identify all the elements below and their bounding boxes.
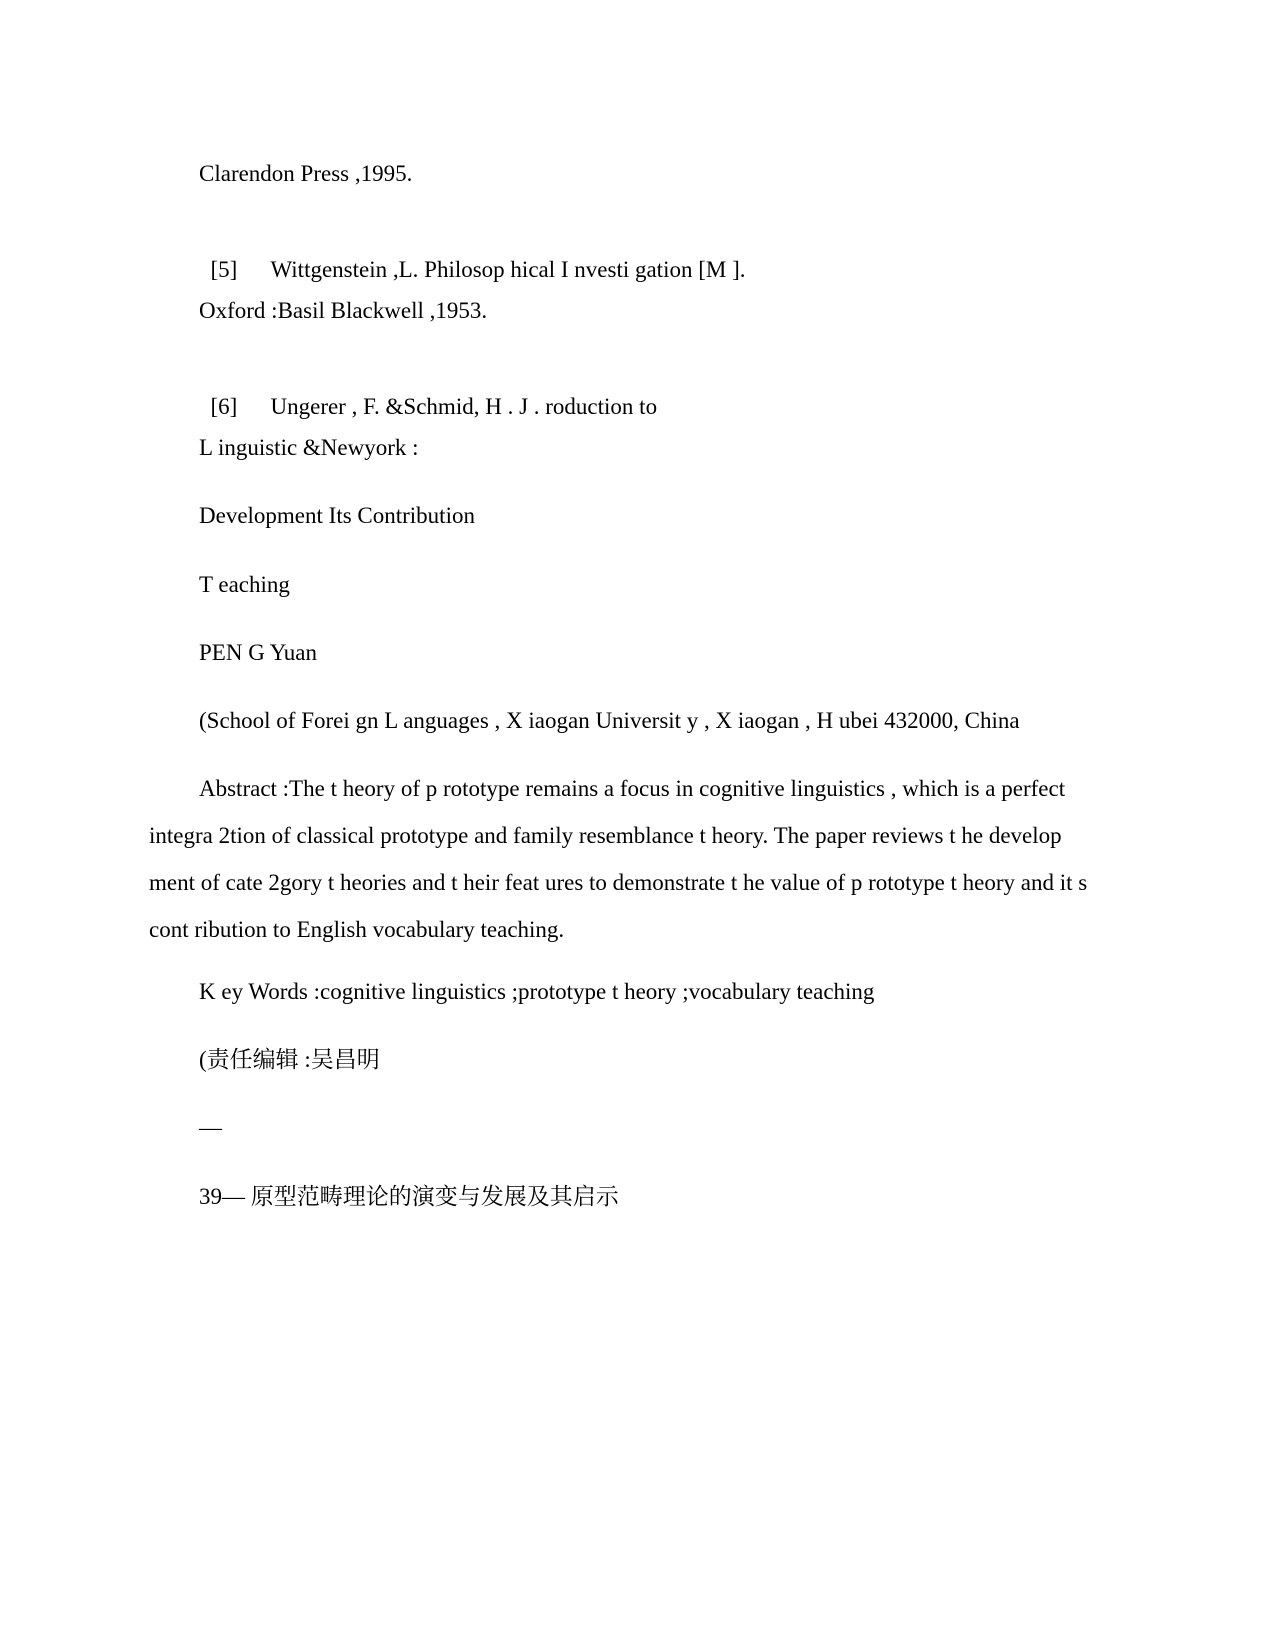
reference-6-number: [6] <box>210 394 238 419</box>
reference-4-continuation: Clarendon Press ,1995. <box>199 161 413 186</box>
reference-6-continuation: L inguistic &Newyork : <box>199 435 419 460</box>
reference-5-continuation: Oxford :Basil Blackwell ,1953. <box>199 298 488 323</box>
separator-dash: — <box>199 1115 222 1140</box>
responsible-editor: (责任编辑 :吴昌明 <box>199 1047 380 1072</box>
abstract-paragraph: Abstract :The t heory of p rototype remains a focus in cognitive linguistics , which is a perfect integra 2tion of classical prototype and family resemblance t heory. The paper reviews t he develop ment of cate 2gory t heories and t heir feat ures to demonstrate t he value of p rototype t heory and it s cont ribution to English vocabulary teaching. <box>149 776 1088 942</box>
english-title-line-2: T eaching <box>199 572 290 597</box>
english-title-line-1: Development Its Contribution <box>199 503 475 528</box>
keywords: K ey Words :cognitive linguistics ;prototype t heory ;vocabulary teaching <box>199 979 875 1004</box>
author-name: PEN G Yuan <box>199 640 317 665</box>
reference-5-text: Wittgenstein ,L. Philosop hical I nvesti gation [M ]. <box>270 257 746 282</box>
reference-5 <box>199 228 745 284</box>
reference-5-number: [5] <box>210 257 238 282</box>
page-footer: 39— 原型范畴理论的演变与发展及其启示 <box>199 1184 619 1209</box>
reference-6-text: Ungerer , F. &Schmid, H . J . roduction to <box>270 394 658 419</box>
reference-6 <box>199 365 657 421</box>
author-affiliation: (School of Forei gn L anguages , X iaogan Universit y , X iaogan , H ubei 432000, China <box>199 708 1020 733</box>
